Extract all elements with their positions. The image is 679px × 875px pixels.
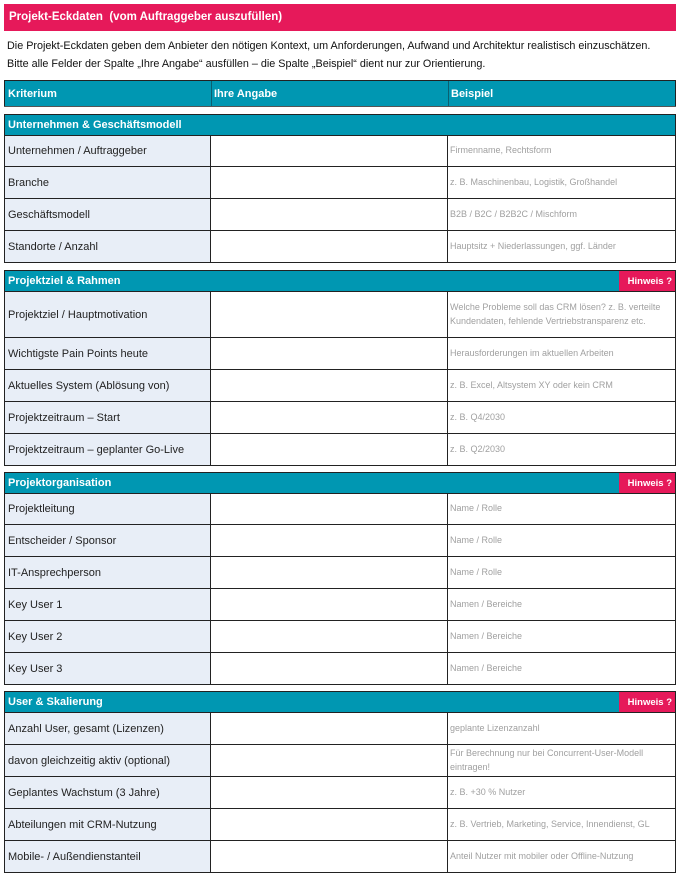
hint-button[interactable]: Hinweis ? [619,271,675,291]
table-row [4,231,676,263]
section-label: Unternehmen & Geschäftsmodell [8,119,182,131]
intro-text: Die Projekt-Eckdaten geben dem Anbieter den nötigen Kontext, um Anforderungen, Aufwand und Architektur realistisch einzuschätzen. Bitte alle Felder der Spalte „Ihre Angabe“ ausfüllen – die Spalte „Beispiel“ dient nur zur Orientierung. [7,40,651,70]
section-label: User & Skalierung [8,696,103,708]
example-cell: z. B. Maschinenbau, Logistik, Großhandel [448,167,675,198]
answer-input[interactable] [211,292,448,337]
answer-input[interactable] [211,653,448,684]
criterion-cell: Geplantes Wachstum (3 Jahre) [5,777,211,808]
column-header-criterion: Kriterium [8,88,57,100]
example-cell: Namen / Bereiche [448,653,675,684]
table-row [4,136,676,167]
example-cell: Name / Rolle [448,494,675,524]
section-user-skalierung [4,691,676,713]
table-row [4,167,676,199]
table-row [4,434,676,466]
criterion-cell: Standorte / Anzahl [5,231,211,262]
answer-input[interactable] [211,621,448,652]
answer-input[interactable] [211,777,448,808]
criterion-cell: Anzahl User, gesamt (Lizenzen) [5,713,211,744]
criterion-cell: IT-Ansprechperson [5,557,211,588]
table-row [4,557,676,589]
answer-input[interactable] [211,136,448,166]
section-label: Projektorganisation [8,477,112,489]
answer-input[interactable] [211,589,448,620]
example-cell: Anteil Nutzer mit mobiler oder Offline-Nutzung [448,841,675,872]
example-cell: Welche Probleme soll das CRM lösen? z. B. verteilte Kundendaten, fehlende Vertriebstransparenz etc. [448,292,675,337]
table-row [4,589,676,621]
table-row [4,525,676,557]
example-cell: Name / Rolle [448,557,675,588]
answer-input[interactable] [211,525,448,556]
example-cell: z. B. Q4/2030 [448,402,675,433]
example-cell: Hauptsitz + Niederlassungen, ggf. Länder [448,231,675,262]
table-row [4,402,676,434]
criterion-cell: Key User 1 [5,589,211,620]
example-cell: Namen / Bereiche [448,589,675,620]
hint-button[interactable]: Hinweis ? [619,473,675,493]
criterion-cell: Branche [5,167,211,198]
example-cell: Name / Rolle [448,525,675,556]
example-cell: z. B. +30 % Nutzer [448,777,675,808]
table-row [4,199,676,231]
example-cell: z. B. Q2/2030 [448,434,675,465]
table-row [4,370,676,402]
answer-input[interactable] [211,841,448,872]
criterion-cell: Abteilungen mit CRM-Nutzung [5,809,211,840]
table-row [4,653,676,685]
table-header [4,80,676,107]
example-cell: Für Berechnung nur bei Concurrent-User-Modell eintragen! [448,745,675,776]
section-label: Projektziel & Rahmen [8,275,121,287]
answer-input[interactable] [211,745,448,776]
column-header-example: Beispiel [451,88,494,100]
answer-input[interactable] [211,370,448,401]
example-cell: Firmenname, Rechtsform [448,136,675,166]
example-cell: Namen / Bereiche [448,621,675,652]
table-row [4,338,676,370]
table-row [4,292,676,338]
answer-input[interactable] [211,434,448,465]
table-row [4,841,676,873]
column-header-input: Ihre Angabe [214,88,278,100]
table-row [4,713,676,745]
criterion-cell: Geschäftsmodell [5,199,211,230]
table-row [4,745,676,777]
table-row [4,621,676,653]
answer-input[interactable] [211,494,448,524]
criterion-cell: Projektzeitraum – geplanter Go-Live [5,434,211,465]
answer-input[interactable] [211,809,448,840]
table-row [4,494,676,525]
answer-input[interactable] [211,167,448,198]
criterion-cell: Projektleitung [5,494,211,524]
criterion-cell: Key User 3 [5,653,211,684]
hint-button[interactable]: Hinweis ? [619,692,675,712]
answer-input[interactable] [211,338,448,369]
criterion-cell: Wichtigste Pain Points heute [5,338,211,369]
section-unternehmen [4,114,676,136]
answer-input[interactable] [211,713,448,744]
criterion-cell: Projektziel / Hauptmotivation [5,292,211,337]
answer-input[interactable] [211,231,448,262]
section-projektorganisation [4,472,676,494]
example-cell: z. B. Excel, Altsystem XY oder kein CRM [448,370,675,401]
answer-input[interactable] [211,557,448,588]
page-title: Projekt-Eckdaten (vom Auftraggeber auszufüllen) [4,4,676,31]
criterion-cell: Unternehmen / Auftraggeber [5,136,211,166]
example-cell: z. B. Vertrieb, Marketing, Service, Innendienst, GL [448,809,675,840]
example-cell: B2B / B2C / B2B2C / Mischform [448,199,675,230]
table-row [4,777,676,809]
section-projektziel [4,270,676,292]
criterion-cell: Entscheider / Sponsor [5,525,211,556]
answer-input[interactable] [211,402,448,433]
answer-input[interactable] [211,199,448,230]
criterion-cell: Aktuelles System (Ablösung von) [5,370,211,401]
example-cell: geplante Lizenzanzahl [448,713,675,744]
table-row [4,809,676,841]
criterion-cell: Key User 2 [5,621,211,652]
criterion-cell: davon gleichzeitig aktiv (optional) [5,745,211,776]
example-cell: Herausforderungen im aktuellen Arbeiten [448,338,675,369]
criterion-cell: Mobile- / Außendienstanteil [5,841,211,872]
criterion-cell: Projektzeitraum – Start [5,402,211,433]
